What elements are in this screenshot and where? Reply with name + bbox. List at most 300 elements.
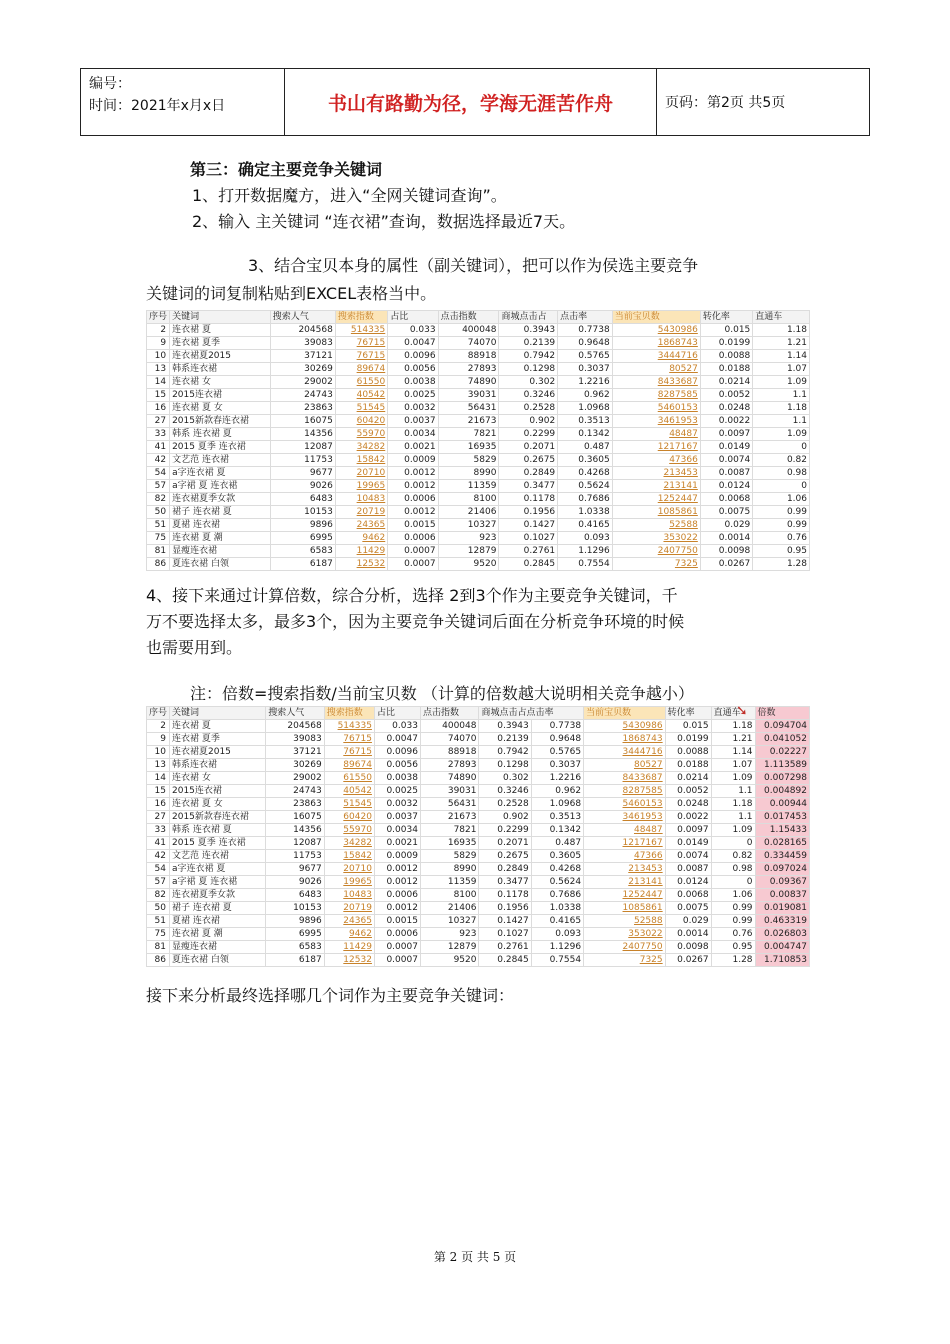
table-cell: 33 xyxy=(147,428,170,441)
table-row xyxy=(147,954,810,967)
table-cell: 连衣裙 夏 潮 xyxy=(170,928,266,941)
table-cell: 连衣裙 夏 xyxy=(170,324,271,337)
column-header: 直通车 xyxy=(711,707,755,720)
table-cell: 0.0098 xyxy=(665,941,711,954)
table-cell: 0.0188 xyxy=(700,363,752,376)
table-cell: 0.98 xyxy=(753,467,810,480)
table-cell: 12532 xyxy=(324,954,374,967)
table-cell: 0.9648 xyxy=(558,337,613,350)
table-cell: 0.0012 xyxy=(388,480,438,493)
table-cell: 80527 xyxy=(584,759,666,772)
table-cell: 0.3513 xyxy=(531,811,583,824)
step-3-line-2: 关键词的词复制粘贴到EXCEL表格当中。 xyxy=(146,284,437,303)
table-cell: 0.0038 xyxy=(388,376,438,389)
table-cell: 2015 夏季 连衣裙 xyxy=(170,441,271,454)
table-cell: 353022 xyxy=(584,928,666,941)
table-cell: 1.14 xyxy=(711,746,755,759)
table-cell: 0.4165 xyxy=(558,519,613,532)
table-cell: 1.07 xyxy=(753,363,810,376)
table-cell: 0.2528 xyxy=(479,798,531,811)
table-cell: 0.0006 xyxy=(388,532,438,545)
table-cell: 24365 xyxy=(335,519,387,532)
table-cell: 连衣裙 女 xyxy=(170,772,266,785)
table-cell: 显瘦连衣裙 xyxy=(170,545,271,558)
table-cell: 0.3037 xyxy=(531,759,583,772)
table-cell: 16075 xyxy=(266,811,325,824)
table-cell: 51 xyxy=(147,915,170,928)
table-cell: 0.2139 xyxy=(499,337,558,350)
table-cell: 41 xyxy=(147,837,170,850)
table-cell: 0.76 xyxy=(711,928,755,941)
table-cell: 0.0074 xyxy=(665,850,711,863)
table-cell: 连衣裙夏2015 xyxy=(170,350,271,363)
table-cell: 0.7686 xyxy=(531,889,583,902)
table-cell: 0.0098 xyxy=(700,545,752,558)
table-cell: 0.0025 xyxy=(374,785,420,798)
table-cell: 1.113589 xyxy=(755,759,809,772)
table-cell: 夏裙 连衣裙 xyxy=(170,519,271,532)
table-cell: 15842 xyxy=(324,850,374,863)
table-header-row xyxy=(147,311,810,324)
table-cell: 13 xyxy=(147,363,170,376)
table-cell: 0.902 xyxy=(479,811,531,824)
table-cell: 0.2675 xyxy=(499,454,558,467)
table-cell: 1.1296 xyxy=(558,545,613,558)
table-row xyxy=(147,889,810,902)
table-row xyxy=(147,363,810,376)
table-cell: 0.026803 xyxy=(755,928,809,941)
table-cell: 9896 xyxy=(266,915,325,928)
table-cell: 0.00837 xyxy=(755,889,809,902)
table-cell: 0.4165 xyxy=(531,915,583,928)
table-cell: 0.1027 xyxy=(479,928,531,941)
table-cell: 14 xyxy=(147,376,170,389)
table-cell: 10483 xyxy=(324,889,374,902)
table-cell: 88918 xyxy=(420,746,479,759)
column-header: 当前宝贝数 xyxy=(612,311,700,324)
table-cell: 6483 xyxy=(266,889,325,902)
table-cell: 韩系连衣裙 xyxy=(170,759,266,772)
table-cell: 1085861 xyxy=(612,506,700,519)
table-cell: 1.2216 xyxy=(531,772,583,785)
table-row xyxy=(147,441,810,454)
table-cell: 0.962 xyxy=(531,785,583,798)
table-cell: 9 xyxy=(147,337,170,350)
table-cell: 213141 xyxy=(612,480,700,493)
table-cell: 42 xyxy=(147,850,170,863)
table-cell: 6995 xyxy=(266,928,325,941)
table-cell: 52588 xyxy=(584,915,666,928)
table-cell: 0.1178 xyxy=(499,493,558,506)
column-header: 商城点击占点击率 xyxy=(479,707,584,720)
table-cell: 0.0056 xyxy=(374,759,420,772)
table-cell: 34282 xyxy=(335,441,387,454)
table-row xyxy=(147,376,810,389)
table-cell: 0.0007 xyxy=(388,558,438,571)
table-cell: 0.0075 xyxy=(665,902,711,915)
table-cell: 0.2849 xyxy=(499,467,558,480)
table-cell: 0.0022 xyxy=(700,415,752,428)
table-cell: 61550 xyxy=(335,376,387,389)
table-cell: 27 xyxy=(147,415,170,428)
table-cell: 47366 xyxy=(584,850,666,863)
table-cell: 82 xyxy=(147,889,170,902)
page-footer: 第 2 页 共 5 页 xyxy=(433,1250,517,1264)
table-cell: 213141 xyxy=(584,876,666,889)
table-cell: 81 xyxy=(147,941,170,954)
table-cell: 204568 xyxy=(266,720,325,733)
table-cell: 16935 xyxy=(420,837,479,850)
table-cell: 47366 xyxy=(612,454,700,467)
table-cell: 8990 xyxy=(438,467,499,480)
table-cell: 0.2849 xyxy=(479,863,531,876)
table-cell: 0.7942 xyxy=(479,746,531,759)
table-cell: 11429 xyxy=(335,545,387,558)
table-row xyxy=(147,350,810,363)
table-cell: 0.0037 xyxy=(374,811,420,824)
table-cell: 夏裙 连衣裙 xyxy=(170,915,266,928)
table-cell: 1868743 xyxy=(584,733,666,746)
table-cell: 11359 xyxy=(438,480,499,493)
table-cell: 1.09 xyxy=(711,824,755,837)
table-cell: 1868743 xyxy=(612,337,700,350)
table-row xyxy=(147,720,810,733)
table-cell: 连衣裙夏季女款 xyxy=(170,493,271,506)
table-cell: 0.094704 xyxy=(755,720,809,733)
table-cell: 0.0088 xyxy=(700,350,752,363)
table-cell: 20710 xyxy=(335,467,387,480)
table-cell: 76715 xyxy=(324,746,374,759)
step-1: 1、打开数据魔方，进入“全网关键词查询”。 xyxy=(192,186,507,205)
table-cell: 923 xyxy=(438,532,499,545)
table-row xyxy=(147,785,810,798)
table-cell: 0.0199 xyxy=(665,733,711,746)
closing-text: 接下来分析最终选择哪几个词作为主要竞争关键词： xyxy=(146,986,515,1005)
table-cell: 5430986 xyxy=(612,324,700,337)
table-cell: 81 xyxy=(147,545,170,558)
table-cell: 12532 xyxy=(335,558,387,571)
table-cell: 1.2216 xyxy=(558,376,613,389)
table-cell: 27893 xyxy=(438,363,499,376)
column-header: 点击指数 xyxy=(438,311,499,324)
table-cell: 10153 xyxy=(266,902,325,915)
table-cell: 0.029 xyxy=(700,519,752,532)
column-header: 点击指数 xyxy=(420,707,479,720)
table-cell: 0.004747 xyxy=(755,941,809,954)
table-cell: 0.76 xyxy=(753,532,810,545)
table-cell: 6483 xyxy=(270,493,335,506)
table-cell: 11753 xyxy=(266,850,325,863)
table-cell: a字连衣裙 夏 xyxy=(170,467,271,480)
table-cell: 0.2299 xyxy=(499,428,558,441)
table-cell: 0.0012 xyxy=(374,902,420,915)
table-cell: 0.00944 xyxy=(755,798,809,811)
table-cell: 1.18 xyxy=(711,720,755,733)
table-row xyxy=(147,532,810,545)
column-header: 直通车 xyxy=(753,311,810,324)
table-cell: 0.1956 xyxy=(479,902,531,915)
step-4-line-3: 也需要用到。 xyxy=(146,638,243,657)
table-cell: 0.0149 xyxy=(700,441,752,454)
table-cell: 0.99 xyxy=(711,915,755,928)
table-cell: 文艺范 连衣裙 xyxy=(170,850,266,863)
table-cell: 20719 xyxy=(324,902,374,915)
table-cell: 1217167 xyxy=(584,837,666,850)
table-cell: 1.14 xyxy=(753,350,810,363)
table-cell: 1.1 xyxy=(753,415,810,428)
table-cell: 0 xyxy=(711,837,755,850)
table-cell: 204568 xyxy=(270,324,335,337)
table-cell: a字裙 夏 连衣裙 xyxy=(170,876,266,889)
table-cell: 2015连衣裙 xyxy=(170,785,266,798)
table-cell: 1217167 xyxy=(612,441,700,454)
table-cell: 5460153 xyxy=(612,402,700,415)
table-cell: 7325 xyxy=(612,558,700,571)
table-cell: 19965 xyxy=(324,876,374,889)
table-cell: 27893 xyxy=(420,759,479,772)
table-cell: 9677 xyxy=(266,863,325,876)
table-cell: 0.0034 xyxy=(388,428,438,441)
header-page-label: 页码：第2页 共5页 xyxy=(665,95,786,111)
table-cell: 24743 xyxy=(270,389,335,402)
table-row xyxy=(147,772,810,785)
table-cell: 40542 xyxy=(324,785,374,798)
table-cell: 0.7554 xyxy=(558,558,613,571)
table-row xyxy=(147,798,810,811)
table-cell: 923 xyxy=(420,928,479,941)
table-cell: 0.2761 xyxy=(499,545,558,558)
table-cell: 89674 xyxy=(335,363,387,376)
table-cell: 21406 xyxy=(438,506,499,519)
table-cell: 0.0012 xyxy=(388,506,438,519)
table-cell: 0.3246 xyxy=(479,785,531,798)
table-cell: 0.007298 xyxy=(755,772,809,785)
table-cell: 0.1956 xyxy=(499,506,558,519)
table-cell: 0.0052 xyxy=(665,785,711,798)
column-header: 搜索人气 xyxy=(266,707,325,720)
table-cell: 0.0014 xyxy=(665,928,711,941)
table-cell: 0.5624 xyxy=(531,876,583,889)
keyword-table-1 xyxy=(146,310,810,571)
table-cell: 0.2299 xyxy=(479,824,531,837)
table-cell: 20719 xyxy=(335,506,387,519)
table-cell: 1.18 xyxy=(711,798,755,811)
table-cell: 0.0021 xyxy=(388,441,438,454)
table-row xyxy=(147,389,810,402)
table-cell: 39083 xyxy=(266,733,325,746)
table-cell: 1.21 xyxy=(753,337,810,350)
table-cell: 13 xyxy=(147,759,170,772)
column-header: 转化率 xyxy=(700,311,752,324)
table-cell: 0.09367 xyxy=(755,876,809,889)
column-header: 转化率 xyxy=(665,707,711,720)
table-cell: 1.28 xyxy=(753,558,810,571)
table-row xyxy=(147,467,810,480)
table-cell: 80527 xyxy=(612,363,700,376)
table-cell: 0.7738 xyxy=(531,720,583,733)
table-cell: 10 xyxy=(147,350,170,363)
table-cell: 50 xyxy=(147,506,170,519)
table-cell: 54 xyxy=(147,863,170,876)
table-cell: 0 xyxy=(753,441,810,454)
table-cell: 0.017453 xyxy=(755,811,809,824)
table-cell: 86 xyxy=(147,558,170,571)
table-cell: 6995 xyxy=(270,532,335,545)
table-cell: 1252447 xyxy=(612,493,700,506)
table-cell: 连衣裙 女 xyxy=(170,376,271,389)
table-row xyxy=(147,402,810,415)
time-label: 时间：2021年x月x日 xyxy=(89,98,226,114)
table-cell: 20710 xyxy=(324,863,374,876)
table-cell: 0.0188 xyxy=(665,759,711,772)
table-cell: 9677 xyxy=(270,467,335,480)
table-cell: 0.033 xyxy=(388,324,438,337)
table-cell: 0.2071 xyxy=(499,441,558,454)
table-cell: 连衣裙 夏 女 xyxy=(170,798,266,811)
table-cell: 10327 xyxy=(438,519,499,532)
column-header: 占比 xyxy=(388,311,438,324)
table-cell: 5460153 xyxy=(584,798,666,811)
table-header-row xyxy=(147,707,810,720)
column-header: 占比 xyxy=(374,707,420,720)
table-cell: 51 xyxy=(147,519,170,532)
table-row xyxy=(147,480,810,493)
table-cell: 0.7942 xyxy=(499,350,558,363)
table-cell: 韩系 连衣裙 夏 xyxy=(170,824,266,837)
table-cell: 裙子 连衣裙 夏 xyxy=(170,902,266,915)
table-row xyxy=(147,746,810,759)
table-cell: 0.0248 xyxy=(700,402,752,415)
table-cell: 0.302 xyxy=(479,772,531,785)
table-cell: 0.0009 xyxy=(388,454,438,467)
table-row xyxy=(147,902,810,915)
table-cell: 9026 xyxy=(266,876,325,889)
table-row xyxy=(147,733,810,746)
table-cell: 6187 xyxy=(270,558,335,571)
table-cell: 19965 xyxy=(335,480,387,493)
table-cell: 14356 xyxy=(270,428,335,441)
table-cell: 27 xyxy=(147,811,170,824)
table-cell: 56431 xyxy=(438,402,499,415)
table-cell: a字连衣裙 夏 xyxy=(170,863,266,876)
table-cell: 39083 xyxy=(270,337,335,350)
column-header: 搜索指数 xyxy=(324,707,374,720)
table-cell: 29002 xyxy=(266,772,325,785)
table-cell: 0.82 xyxy=(753,454,810,467)
table-cell: 51545 xyxy=(335,402,387,415)
table-cell: 12879 xyxy=(420,941,479,954)
table-cell: 0.0034 xyxy=(374,824,420,837)
table-cell: 52588 xyxy=(612,519,700,532)
step-4-line-1: 4、接下来通过计算倍数，综合分析，选择 2到3个作为主要竞争关键词，千 xyxy=(146,586,678,605)
table-cell: 39031 xyxy=(420,785,479,798)
table-cell: 30269 xyxy=(266,759,325,772)
table-cell: 0.3943 xyxy=(479,720,531,733)
table-cell: 16 xyxy=(147,402,170,415)
table-cell: 0.5624 xyxy=(558,480,613,493)
table-cell: 5430986 xyxy=(584,720,666,733)
table-cell: 10327 xyxy=(420,915,479,928)
table-cell: 30269 xyxy=(270,363,335,376)
table-cell: 0.0097 xyxy=(665,824,711,837)
table-cell: 0.0012 xyxy=(374,876,420,889)
table-cell: 0.3513 xyxy=(558,415,613,428)
table-cell: 16 xyxy=(147,798,170,811)
table-cell: 0.0015 xyxy=(388,519,438,532)
table-cell: 0.1178 xyxy=(479,889,531,902)
table-row xyxy=(147,941,810,954)
table-cell: 9896 xyxy=(270,519,335,532)
table-cell: 34282 xyxy=(324,837,374,850)
table-cell: 42 xyxy=(147,454,170,467)
table-row xyxy=(147,915,810,928)
table-cell: 夏连衣裙 白领 xyxy=(170,558,271,571)
table-cell: 21673 xyxy=(438,415,499,428)
table-cell: 6583 xyxy=(266,941,325,954)
table-cell: 0.0075 xyxy=(700,506,752,519)
table-cell: 0.2845 xyxy=(479,954,531,967)
table-cell: 0.0047 xyxy=(388,337,438,350)
table-cell: 3444716 xyxy=(584,746,666,759)
table-cell: 7821 xyxy=(438,428,499,441)
table-cell: 0.0038 xyxy=(374,772,420,785)
table-cell: 400048 xyxy=(420,720,479,733)
header-motto: 书山有路勤为径，学海无涯苦作舟 xyxy=(285,69,657,135)
table-cell: 9462 xyxy=(324,928,374,941)
table-cell: 1.710853 xyxy=(755,954,809,967)
table-cell: 0.2071 xyxy=(479,837,531,850)
table-cell: 11359 xyxy=(420,876,479,889)
table-cell: 1.0968 xyxy=(531,798,583,811)
table-cell: 1.09 xyxy=(711,772,755,785)
table-cell: 10153 xyxy=(270,506,335,519)
table-cell: 1.09 xyxy=(753,376,810,389)
table-cell: 2015 夏季 连衣裙 xyxy=(170,837,266,850)
table-cell: 12087 xyxy=(270,441,335,454)
table-cell: 0.0007 xyxy=(374,941,420,954)
table-cell: 连衣裙 夏 潮 xyxy=(170,532,271,545)
table-cell: 0.2528 xyxy=(499,402,558,415)
table-cell: 0.0006 xyxy=(374,928,420,941)
table-cell: 0.4268 xyxy=(558,467,613,480)
step-3-line-1: 3、结合宝贝本身的属性（副关键词），把可以作为侯选主要竞争 xyxy=(248,256,699,275)
table-cell: 75 xyxy=(147,532,170,545)
table-cell: 0.0047 xyxy=(374,733,420,746)
table-cell: 2407750 xyxy=(612,545,700,558)
table-cell: 0.0007 xyxy=(374,954,420,967)
table-cell: 9 xyxy=(147,733,170,746)
table-cell: 213453 xyxy=(584,863,666,876)
table-cell: 56431 xyxy=(420,798,479,811)
table-cell: 0.1427 xyxy=(479,915,531,928)
table-cell: 0.0006 xyxy=(374,889,420,902)
table-cell: 0.0032 xyxy=(374,798,420,811)
table-cell: 3461953 xyxy=(584,811,666,824)
column-header: 当前宝贝数 xyxy=(584,707,666,720)
table-cell: 1252447 xyxy=(584,889,666,902)
table-cell: 15 xyxy=(147,389,170,402)
table-cell: 7821 xyxy=(420,824,479,837)
table-cell: 60420 xyxy=(335,415,387,428)
table-cell: 0.0124 xyxy=(665,876,711,889)
table-cell: 2 xyxy=(147,720,170,733)
table-cell: 0.5765 xyxy=(531,746,583,759)
table-cell: 2015新款春连衣裙 xyxy=(170,415,271,428)
table-cell: 57 xyxy=(147,876,170,889)
table-cell: 14356 xyxy=(266,824,325,837)
table-cell: 86 xyxy=(147,954,170,967)
table-cell: 0.463319 xyxy=(755,915,809,928)
